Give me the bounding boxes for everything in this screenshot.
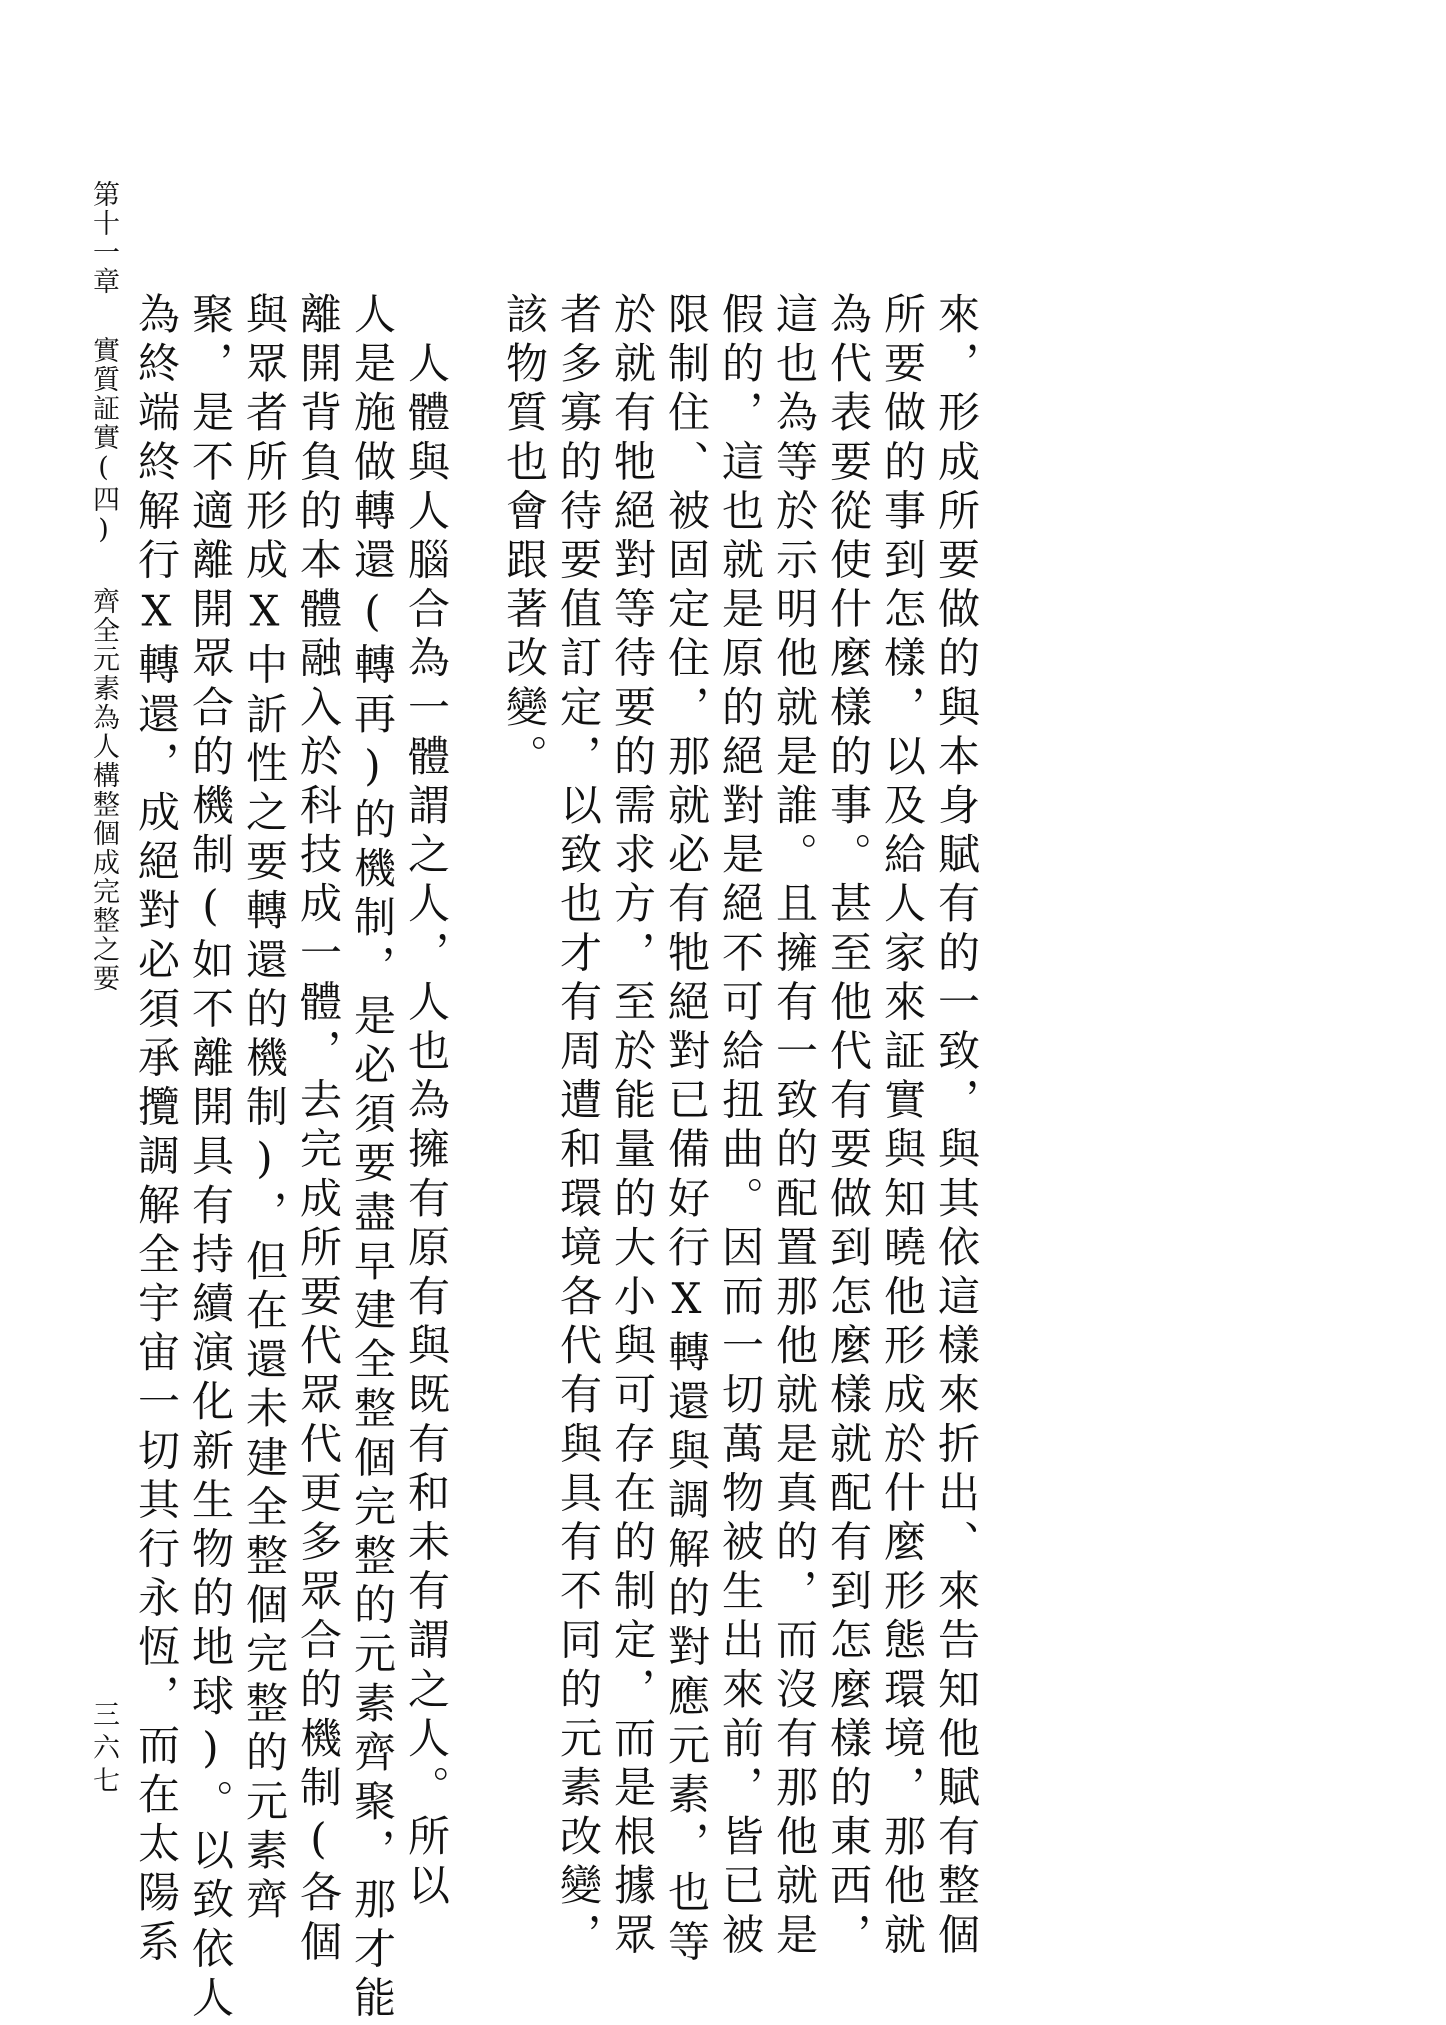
text-column: 為代表要從使什麼樣的事。甚至他代有要做到怎麼樣就配有到怎麼樣的東西， (824, 292, 873, 1962)
text-column: 這也為等於示明他就是誰。且擁有一致的配置那他就是真的，而沒有那他就是 (770, 292, 819, 1962)
text-column: 該物質也會跟著改變。 (500, 292, 549, 783)
running-head-subtitle: 齊全元素為人構整個成完整之要 (88, 587, 119, 993)
text-column: 聚，是不適離開眾合的機制(如不離開具有持續演化新生物的地球)。以致依人 (186, 292, 235, 2025)
running-head-title: 實質証實(四) (88, 336, 119, 547)
running-head (90, 180, 117, 993)
text-column: 人是施做轉還(轉再)的機制，是必須要盡早建全整個完整的元素齊聚，那才能 (348, 292, 397, 2025)
text-column: 人體與人腦合為一體謂之人，人也為擁有原有與既有和未有謂之人。所以 (402, 292, 451, 1913)
text-column: 於就有牠絕對等待要的需求方，至於能量的大小與可存在的制定，而是根據眾 (608, 292, 657, 1962)
text-column: 為終端終解行X轉還，成絕對必須承攬調解全宇宙一切其行永恆，而在太陽系 (132, 292, 181, 1969)
text-column: 來，形成所要做的與本身賦有的一致，與其依這樣來折出、來告知他賦有整個 (932, 292, 981, 1962)
running-head-chapter: 第十一章 (88, 180, 119, 296)
text-column: 假的，這也就是原的絕對是絕不可給扭曲。因而一切萬物被生出來前，皆已被 (716, 292, 765, 1962)
page-number: 三六七 (88, 1700, 119, 1799)
text-column: 與眾者所形成X中訢性之要轉還的機制)，但在還未建全整個完整的元素齊 (240, 292, 289, 1927)
text-column: 離開背負的本體融入於科技成一體，去完成所要代眾代更多眾合的機制(各個 (294, 292, 343, 1969)
text-column: 者多寡的待要值訂定，以致也才有周遭和環境各代有與具有不同的元素改變， (554, 292, 603, 1962)
text-column: 限制住、被固定住，那就必有牠絕對已備好行X轉還與調解的對應元素，也等 (662, 292, 711, 1969)
text-column: 所要做的事到怎樣，以及給人家來証實與知曉他形成於什麼形態環境，那他就 (878, 292, 927, 1962)
